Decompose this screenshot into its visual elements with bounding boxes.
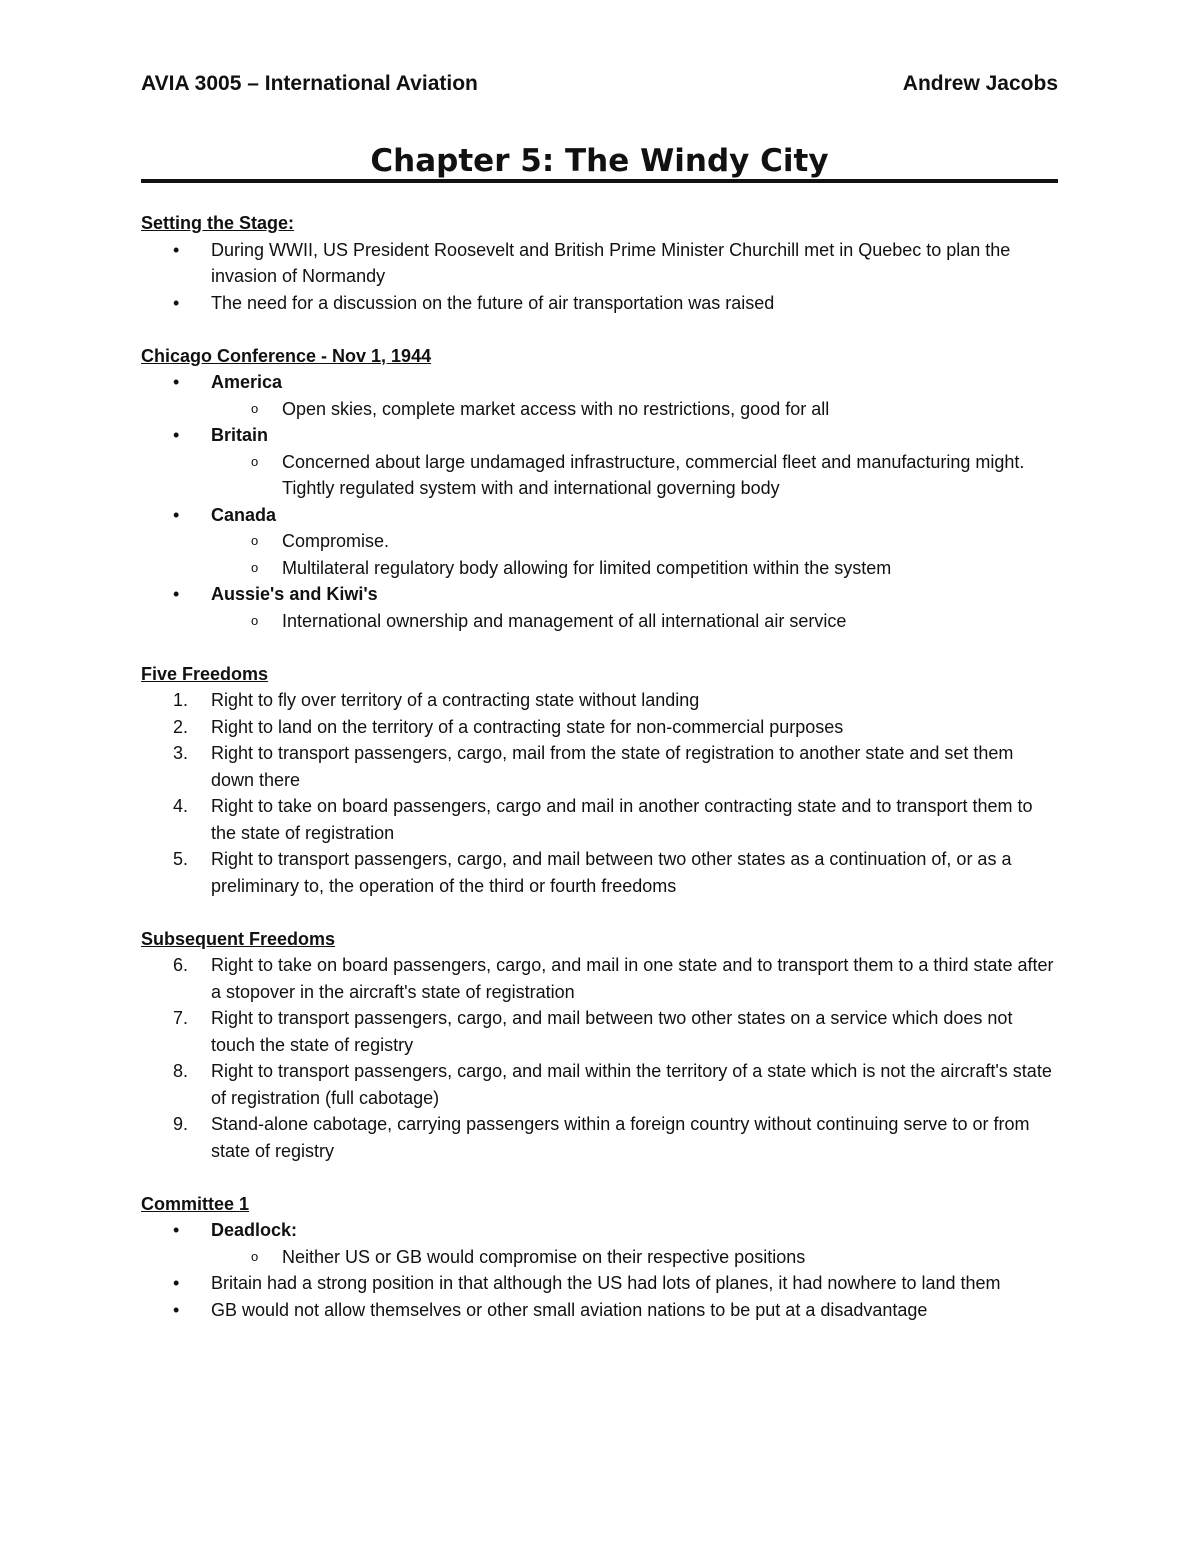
numbered-item (141, 793, 1061, 846)
section-five-freedoms (141, 661, 1061, 900)
bullet-icon: • (173, 425, 180, 445)
section-heading: Setting the Stage: (141, 213, 295, 233)
list-item-text: Right to fly over territory of a contracting state without landing (211, 690, 700, 710)
bullet-icon: • (173, 1273, 180, 1293)
list-item-text: Right to transport passengers, cargo, mail from the state of registration to another state and set them down there (211, 743, 1014, 790)
author-name: Andrew Jacobs (902, 72, 1058, 95)
numbered-item (141, 952, 1061, 1005)
list-item-text: Right to take on board passengers, cargo and mail in another contracting state and to transport them to the state of registration (211, 796, 1033, 843)
list-item-text: The need for a discussion on the future of air transportation was raised (211, 292, 775, 313)
numbered-item (141, 687, 1061, 714)
section-setting-the-stage (141, 210, 1061, 316)
list-item (141, 290, 1061, 317)
sub-list-item (141, 555, 1061, 582)
section-committee-1 (141, 1191, 1061, 1324)
title-divider (141, 179, 1058, 183)
course-title: AVIA 3005 – International Aviation (141, 72, 478, 95)
list-item-text: During WWII, US President Roosevelt and British Prime Minister Churchill met in Quebec to plan the invasion of Normandy (211, 239, 1011, 286)
list-item-text: America (211, 372, 283, 392)
list-item (141, 1217, 1061, 1244)
list-item-text: Concerned about large undamaged infrastructure, commercial fleet and manufacturing might. Tightly regulated system with and international governing body (282, 451, 1025, 498)
list-item (141, 369, 1061, 396)
list-item (141, 502, 1061, 529)
page-title: Chapter 5: The Windy City (370, 143, 829, 179)
list-item-text: GB would not allow themselves or other small aviation nations to be put at a disadvantage (211, 1299, 928, 1320)
list-item (141, 237, 1061, 290)
sub-list-item (141, 528, 1061, 555)
document-body (141, 210, 1061, 1350)
list-item-text: Deadlock: (211, 1220, 298, 1240)
sub-list-item (141, 449, 1061, 502)
list-item-text: Right to transport passengers, cargo, and mail between two other states as a continuation of, or as a preliminary to, the operation of the third or fourth freedoms (211, 849, 1012, 896)
item-number: 3. (173, 743, 189, 763)
item-number: 9. (173, 1114, 189, 1134)
list-item-text: Aussie's and Kiwi's (211, 584, 378, 604)
circle-bullet-icon: o (251, 533, 259, 548)
sub-list-item (141, 396, 1061, 423)
section-chicago-conference (141, 343, 1061, 635)
item-number: 8. (173, 1061, 189, 1081)
list-item-text: Stand-alone cabotage, carrying passengers within a foreign country without continuing serve to or from state of registry (211, 1114, 1030, 1161)
section-heading: Chicago Conference - Nov 1, 1944 (141, 345, 432, 366)
sub-list-item (141, 608, 1061, 635)
numbered-item (141, 714, 1061, 741)
numbered-item (141, 1005, 1061, 1058)
list-item-text: Right to land on the territory of a contracting state for non-commercial purposes (211, 716, 844, 737)
bullet-icon: • (173, 239, 180, 260)
circle-bullet-icon: o (251, 612, 259, 628)
list-item (141, 422, 1061, 449)
list-item-text: Right to take on board passengers, cargo, and mail in one state and to transport them to a third state after a stopover in the aircraft's state of registration (211, 955, 1054, 1002)
circle-bullet-icon: o (251, 400, 259, 416)
list-item-text: Right to transport passengers, cargo, and mail between two other states on a service which does not touch the state of registry (211, 1008, 1013, 1055)
list-item-text: Britain (211, 425, 269, 445)
item-number: 7. (173, 1008, 189, 1028)
bullet-icon: • (173, 584, 180, 604)
numbered-item (141, 1058, 1061, 1111)
numbered-item (141, 846, 1061, 899)
circle-bullet-icon: o (251, 1248, 259, 1264)
circle-bullet-icon: o (251, 453, 259, 469)
list-item-text: Neither US or GB would compromise on their respective positions (282, 1246, 806, 1267)
numbered-item (141, 740, 1061, 793)
item-number: 4. (173, 796, 189, 816)
list-item (141, 581, 1061, 608)
section-subsequent-freedoms (141, 926, 1061, 1165)
list-item-text: Open skies, complete market access with no restrictions, good for all (282, 398, 830, 419)
list-item-text: Compromise. (282, 531, 390, 551)
circle-bullet-icon: o (251, 559, 259, 575)
sub-list-item (141, 1244, 1061, 1271)
numbered-item (141, 1111, 1061, 1164)
list-item-text: Britain had a strong position in that although the US had lots of planes, it had nowhere to land them (211, 1273, 1001, 1293)
item-number: 5. (173, 849, 189, 869)
item-number: 1. (173, 690, 189, 710)
bullet-icon: • (173, 292, 180, 313)
item-number: 2. (173, 716, 189, 737)
list-item-text: Canada (211, 504, 277, 525)
bullet-icon: • (173, 1220, 180, 1240)
list-item-text: Multilateral regulatory body allowing for limited competition within the system (282, 557, 892, 578)
list-item-text: Right to transport passengers, cargo, and mail within the territory of a state which is not the aircraft's state of registration (full cabotage) (211, 1061, 1052, 1108)
list-item-text: International ownership and management of all international air service (282, 610, 847, 631)
section-heading: Five Freedoms (141, 663, 269, 684)
section-heading: Committee 1 (141, 1193, 250, 1214)
list-item (141, 1270, 1061, 1297)
item-number: 6. (173, 955, 189, 975)
section-heading: Subsequent Freedoms (141, 928, 336, 949)
bullet-icon: • (173, 504, 180, 525)
bullet-icon: • (173, 372, 180, 392)
bullet-icon: • (173, 1299, 180, 1320)
list-item (141, 1297, 1061, 1324)
